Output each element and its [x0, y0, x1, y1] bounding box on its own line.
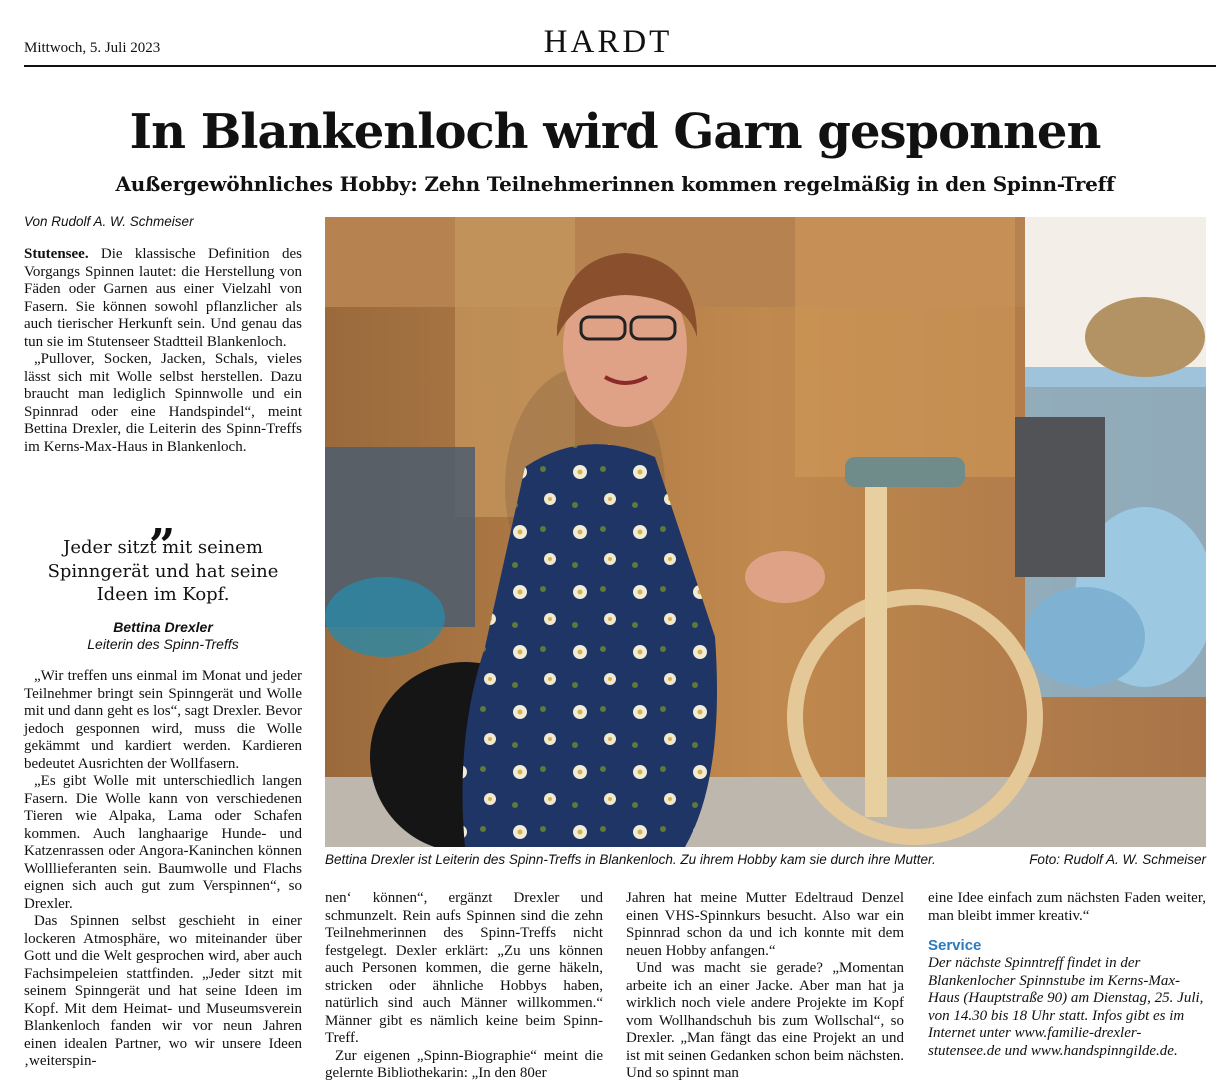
paragraph: Das Spinnen selbst geschieht in einer lockeren Atmosphäre, wo miteinander über Gott und die Welt gesprochen wird, aber auch Fachsimpeleien stattfinden. „Jeder sitzt mit seinem Spinngerät und hat seine Ideen im Kopf. Mit dem Heimat- und Museumsverein Blankenloch fanden wir vor neun Jahren einen idealen Partner, wo wir unsere Ideen ‚weiterspin-	[24, 913, 302, 1069]
column-1-top	[24, 246, 302, 456]
paragraph: „Es gibt Wolle mit unterschiedlich langen Fasern. Die Wolle kann von verschiedenen Tieren wie Alpaka, Lama oder Schafen kommen. Auch langhaarige Hunde- und Katzenrassen oder Angora-Kaninchen können Wolllieferanten sein. Baumwolle und Flachs eignen sich auch gut zum Verspinnen“, so Drexler.	[24, 773, 302, 912]
paragraph: Zur eigenen „Spinn-Biographie“ meint die gelernte Bibliothekarin: „In den 80er	[325, 1047, 603, 1081]
pull-quote-role: Leiterin des Spinn-Treffs	[87, 636, 239, 652]
article-photo	[325, 217, 1206, 847]
article-subheadline: Außergewöhnliches Hobby: Zehn Teilnehmerinnen kommen regelmäßig in den Spinn-Treff	[115, 172, 1115, 196]
photo-credit: Foto: Rudolf A. W. Schmeiser	[1029, 852, 1206, 867]
service-heading: Service	[928, 937, 982, 954]
dateline: Stutensee.	[24, 246, 89, 262]
quote-mark-icon: „	[149, 492, 177, 546]
service-text: Der nächste Spinntreff findet in der Blankenlocher Spinnstube im Kerns-Max-Haus (Hauptstraße 90) am Dienstag, 25. Juli, von 14.30 bis 18 Uhr statt. Infos gibt es im Internet unter www.familie-drexler-stutensee.de und www.handspinngilde.de.	[928, 955, 1204, 1059]
paragraph: Und was macht sie gerade? „Momentan arbeite ich an einer Jacke. Aber man hat ja wirklich noch viele andere Projekte im Kopf vom Wollhandschuh bis zum Wollschal“, so Drexler. „Man fängt das eine Projekt an und ist mit seinen Gedanken schon beim nächsten. Und so spinnt man	[626, 960, 904, 1081]
article-headline: In Blankenloch wird Garn gesponnen	[129, 104, 1101, 160]
paragraph-text: Die klassische Definition des Vorgangs Spinnen lautet: die Herstellung von Fäden oder Garnen aus einer Vielzahl von Fasern. Sie können sowohl pflanzlicher als auch tierischer Herkunft sein. Und genau das tun sie im Stutenseer Stadtteil Blankenloch.	[24, 246, 302, 350]
section-title: HARDT	[543, 24, 673, 60]
pull-quote-author: Bettina Drexler	[113, 619, 213, 635]
caption-text: Bettina Drexler ist Leiterin des Spinn-Treffs in Blankenloch. Zu ihrem Hobby kam sie durch ihre Mutter.	[325, 852, 936, 867]
paragraph: nen‘ können“, ergänzt Drexler und schmunzelt. Rein aufs Spinnen sind die zehn Teilnehmerinnen des Spinn-Treffs nicht festgelegt. Dexler erklärt: „Zu uns können auch Personen kommen, die gerne häkeln, stricken oder ähnliche Hobbys haben, natürlich sind auch Männer willkommen.“ Männer gibt es nämlich keine beim Spinn-Treff.	[325, 890, 603, 1046]
paragraph: Jahren hat meine Mutter Edeltraud Denzel einen VHS-Spinnkurs besucht. Also war ein Spinnrad schon da und ich konnte mit dem neuen Hobby anfangen.“	[626, 890, 904, 959]
issue-date: Mittwoch, 5. Juli 2023	[24, 40, 161, 56]
paragraph: „Wir treffen uns einmal im Monat und jeder Teilnehmer bringt sein Spinngerät und Wolle mit und dann geht es los“, sagt Drexler. Bevor jedoch gesponnen wird, muss die Wolle gekämmt und kardiert werden. Kardieren bedeutet Ausrichten der Wollfasern.	[24, 668, 302, 772]
header-rule	[24, 65, 1216, 67]
column-4	[928, 890, 1206, 925]
paragraph	[24, 246, 302, 351]
column-3	[626, 890, 904, 1083]
column-2	[325, 890, 603, 1083]
column-1-bottom	[24, 668, 302, 1071]
byline: Von Rudolf A. W. Schmeiser	[24, 214, 194, 229]
paragraph: „Pullover, Socken, Jacken, Schals, vieles lässt sich mit Wolle selbst herstellen. Dazu braucht man lediglich Spinnwolle und ein Spinnrad oder eine Handspindel“, meint Bettina Drexler, die Leiterin des Spinn-Treffs im Kerns-Max-Haus in Blankenloch.	[24, 351, 302, 455]
photo-illustration	[325, 217, 1206, 847]
paragraph: eine Idee einfach zum nächsten Faden weiter, man bleibt immer kreativ.“	[928, 890, 1206, 924]
photo-caption	[325, 852, 1206, 867]
pull-quote-text: Jeder sitzt mit seinem Spinngerät und hat seine Ideen im Kopf.	[47, 537, 279, 605]
